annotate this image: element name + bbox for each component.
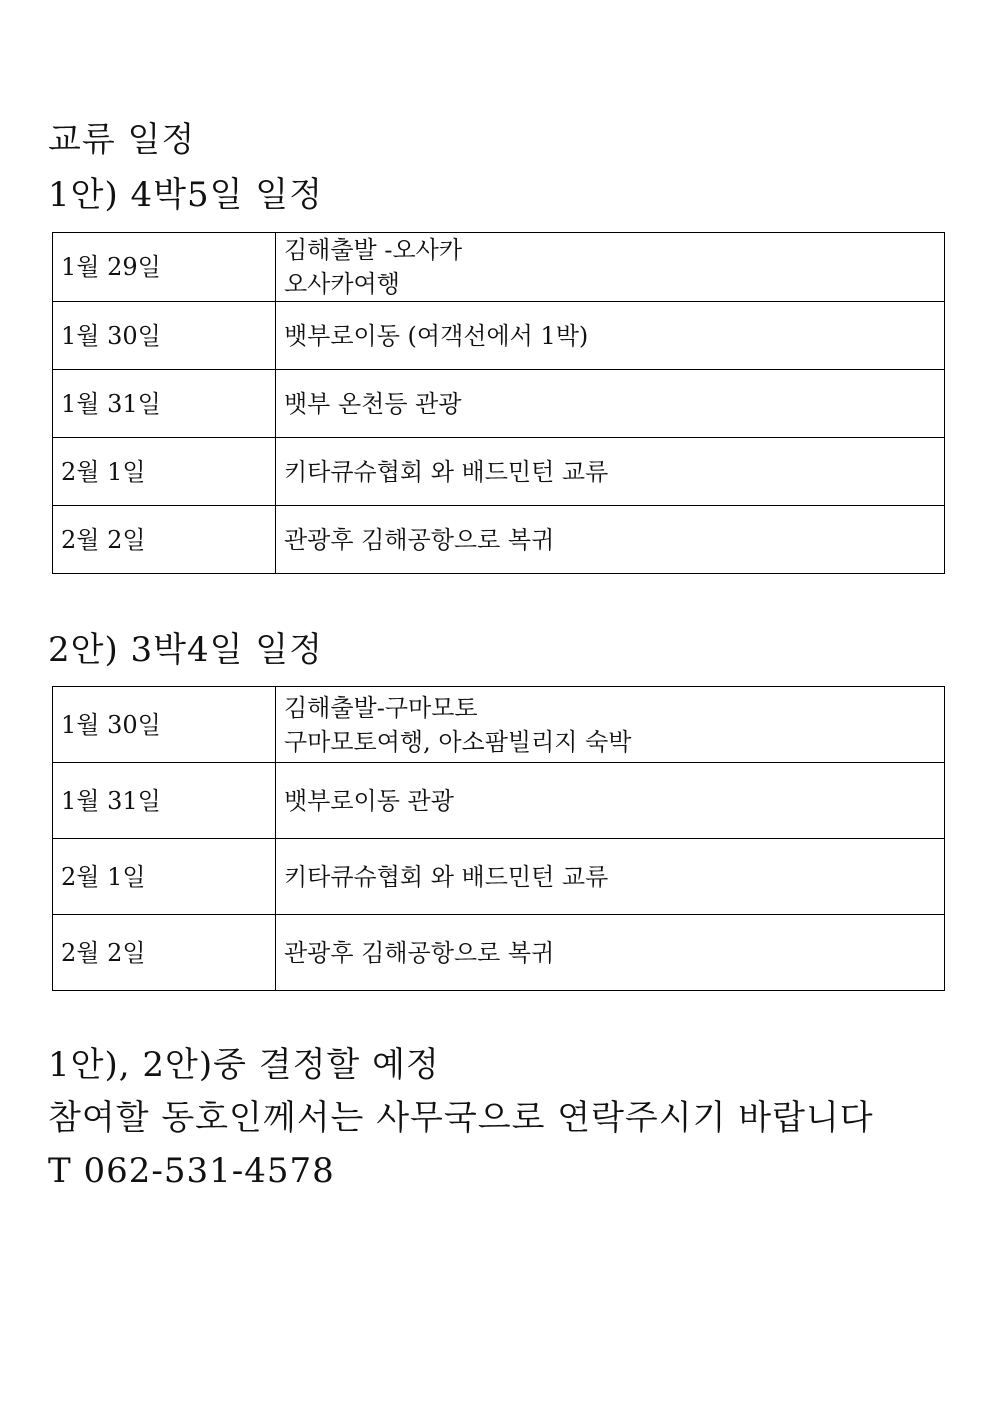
activity-line: 관광후 김해공항으로 복귀 bbox=[284, 525, 555, 554]
contact-note: 참여할 동호인께서는 사무국으로 연락주시기 바랍니다 bbox=[48, 1098, 874, 1138]
plan2-heading: 2안) 3박4일 일정 bbox=[48, 630, 323, 670]
activity-cell bbox=[276, 370, 945, 438]
activity-line: 키타큐슈협회 와 배드민턴 교류 bbox=[284, 862, 609, 891]
date-cell: 2월 2일 bbox=[53, 506, 276, 574]
table-row bbox=[53, 370, 945, 438]
date-cell: 1월 31일 bbox=[53, 763, 276, 839]
activity-cell bbox=[276, 302, 945, 370]
activity-line: 뱃부 온천등 관광 bbox=[284, 389, 462, 418]
plan1-heading: 1안) 4박5일 일정 bbox=[48, 175, 323, 215]
table-row bbox=[53, 763, 945, 839]
activity-line: 오사카여행 bbox=[284, 270, 400, 298]
plan2-schedule-table bbox=[52, 686, 945, 991]
date-cell: 1월 30일 bbox=[53, 687, 276, 763]
table-row bbox=[53, 506, 945, 574]
activity-cell bbox=[276, 506, 945, 574]
decision-note: 1안), 2안)중 결정할 예정 bbox=[48, 1045, 440, 1085]
plan1-schedule-table bbox=[52, 232, 945, 574]
date-cell: 2월 2일 bbox=[53, 915, 276, 991]
activity-line: 관광후 김해공항으로 복귀 bbox=[284, 938, 555, 967]
table-row bbox=[53, 302, 945, 370]
date-cell: 1월 31일 bbox=[53, 370, 276, 438]
table-row bbox=[53, 687, 945, 763]
date-cell: 1월 30일 bbox=[53, 302, 276, 370]
table-row bbox=[53, 915, 945, 991]
activity-line: 김해출발 -오사카 bbox=[284, 236, 463, 264]
activity-line: 구마모토여행, 아소팜빌리지 숙박 bbox=[284, 727, 632, 756]
activity-cell bbox=[276, 839, 945, 915]
activity-cell bbox=[276, 915, 945, 991]
activity-cell bbox=[276, 763, 945, 839]
activity-line: 키타큐슈협회 와 배드민턴 교류 bbox=[284, 457, 609, 486]
activity-line: 김해출발-구마모토 bbox=[284, 693, 478, 722]
document-title: 교류 일정 bbox=[48, 120, 196, 160]
activity-cell bbox=[276, 687, 945, 763]
activity-cell bbox=[276, 438, 945, 506]
table-row bbox=[53, 839, 945, 915]
activity-line: 뱃부로이동 관광 bbox=[284, 786, 454, 815]
activity-line: 뱃부로이동 (여객선에서 1박) bbox=[284, 321, 589, 350]
activity-cell bbox=[276, 233, 945, 302]
date-cell: 1월 29일 bbox=[53, 233, 276, 302]
table-row bbox=[53, 438, 945, 506]
phone-number: T 062-531-4578 bbox=[48, 1151, 335, 1191]
date-cell: 2월 1일 bbox=[53, 839, 276, 915]
date-cell: 2월 1일 bbox=[53, 438, 276, 506]
table-row bbox=[53, 233, 945, 302]
